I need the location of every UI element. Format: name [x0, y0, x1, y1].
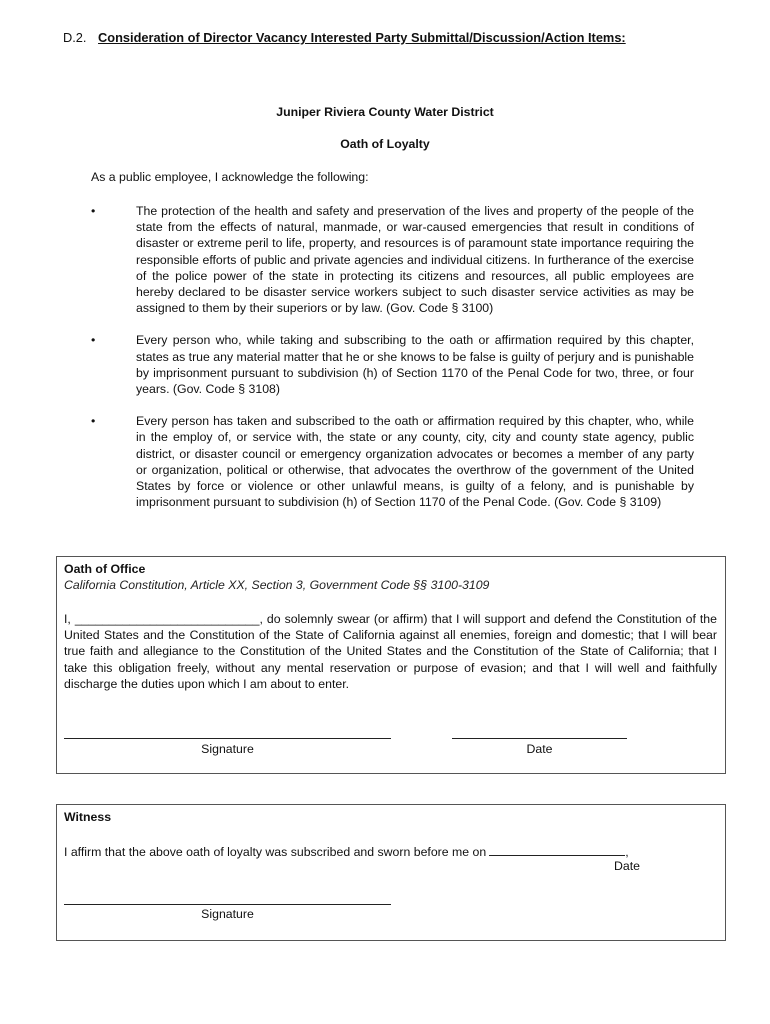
bullet-icon: • — [91, 333, 96, 348]
oath-text: I, ___________________________, do solemnly swear (or affirm) that I will support and defend the Constitution of the United States and the Constitution of the State of California against all enemies, foreign and domestic; that I will bear true faith and allegiance to the Constitution of the United States and the Constitution of the State of California; that I take this obligation freely, without any mental reservation or purpose of evasion; and that I will well and faithfully discharge the duties upon which I am about to enter. — [64, 612, 717, 691]
oath-date-line[interactable] — [452, 738, 627, 739]
list-item-text: Every person who, while taking and subscribing to the oath or affirmation required by this chapter, states as true any material matter that he or she knows to be false is guilty of perjury and is punishable by imprisonment pursuant to subdivision (h) of Section 1170 of the Penal Code for two, three, or four years. (Gov. Code § 3108) — [136, 333, 694, 397]
witness-text: I affirm that the above oath of loyalty was subscribed and sworn before me on — [64, 845, 487, 859]
list-item — [91, 203, 694, 316]
organization-name: Juniper Riviera County Water District — [276, 105, 494, 119]
oath-of-office-citation: California Constitution, Article XX, Section 3, Government Code §§ 3100-3109 — [64, 578, 490, 592]
oath-of-office-heading: Oath of Office — [64, 562, 146, 576]
witness-heading: Witness — [64, 810, 112, 824]
document-title: Oath of Loyalty — [340, 137, 430, 151]
witness-date-label: Date — [614, 859, 640, 873]
witness-trailing-comma: , — [625, 845, 629, 859]
bullet-icon: • — [91, 414, 96, 429]
agenda-heading — [63, 30, 626, 45]
witness-signature-line[interactable] — [64, 904, 391, 905]
witness-date-line[interactable] — [489, 845, 625, 856]
bullet-icon: • — [91, 204, 96, 218]
agenda-title: Consideration of Director Vacancy Interested Party Submittal/Discussion/Action Items: — [98, 30, 626, 45]
oath-signature-line[interactable] — [64, 738, 391, 739]
oath-date-label: Date — [526, 742, 553, 756]
list-item-text: Every person has taken and subscribed to the oath or affirmation required by this chapter, who, while in the employ of, or service with, the state or any county, city, city and county state agency, public district, or disaster council or emergency organization advocates or becomes a member of any party or organization, political or otherwise, that advocates the overthrow of the government of the United States by force or violence or other unlawful means, is guilty of a felony, and is punishable by imprisonment pursuant to subdivision (h) of Section 1170 of the Penal Code. (Gov. Code § 3109) — [136, 414, 694, 510]
acknowledgement-list — [91, 203, 694, 510]
witness-signature-label: Signature — [201, 907, 254, 921]
list-item — [91, 413, 694, 510]
witness-statement — [64, 845, 724, 859]
oath-signature-label: Signature — [201, 742, 254, 756]
list-item — [91, 332, 694, 397]
oath-of-office-box — [56, 556, 726, 774]
witness-box — [56, 804, 726, 941]
intro-text: As a public employee, I acknowledge the following: — [91, 170, 369, 184]
agenda-number: D.2. — [63, 30, 87, 45]
list-item-text: The protection of the health and safety and preservation of the lives and property of the people of the state from the effects of natural, manmade, or war-caused emergencies that result in conditions of disaster or extreme peril to life, property, and resources is of paramount state importance requiring the responsible efforts of public and private agencies and individual citizens. In furtherance of the exercise of the police power of the state in protecting its citizens and resources, all public employees are hereby declared to be disaster service workers subject to such disaster service activities as may be assigned to them by their superiors or by law. (Gov. Code § 3100) — [136, 204, 694, 316]
